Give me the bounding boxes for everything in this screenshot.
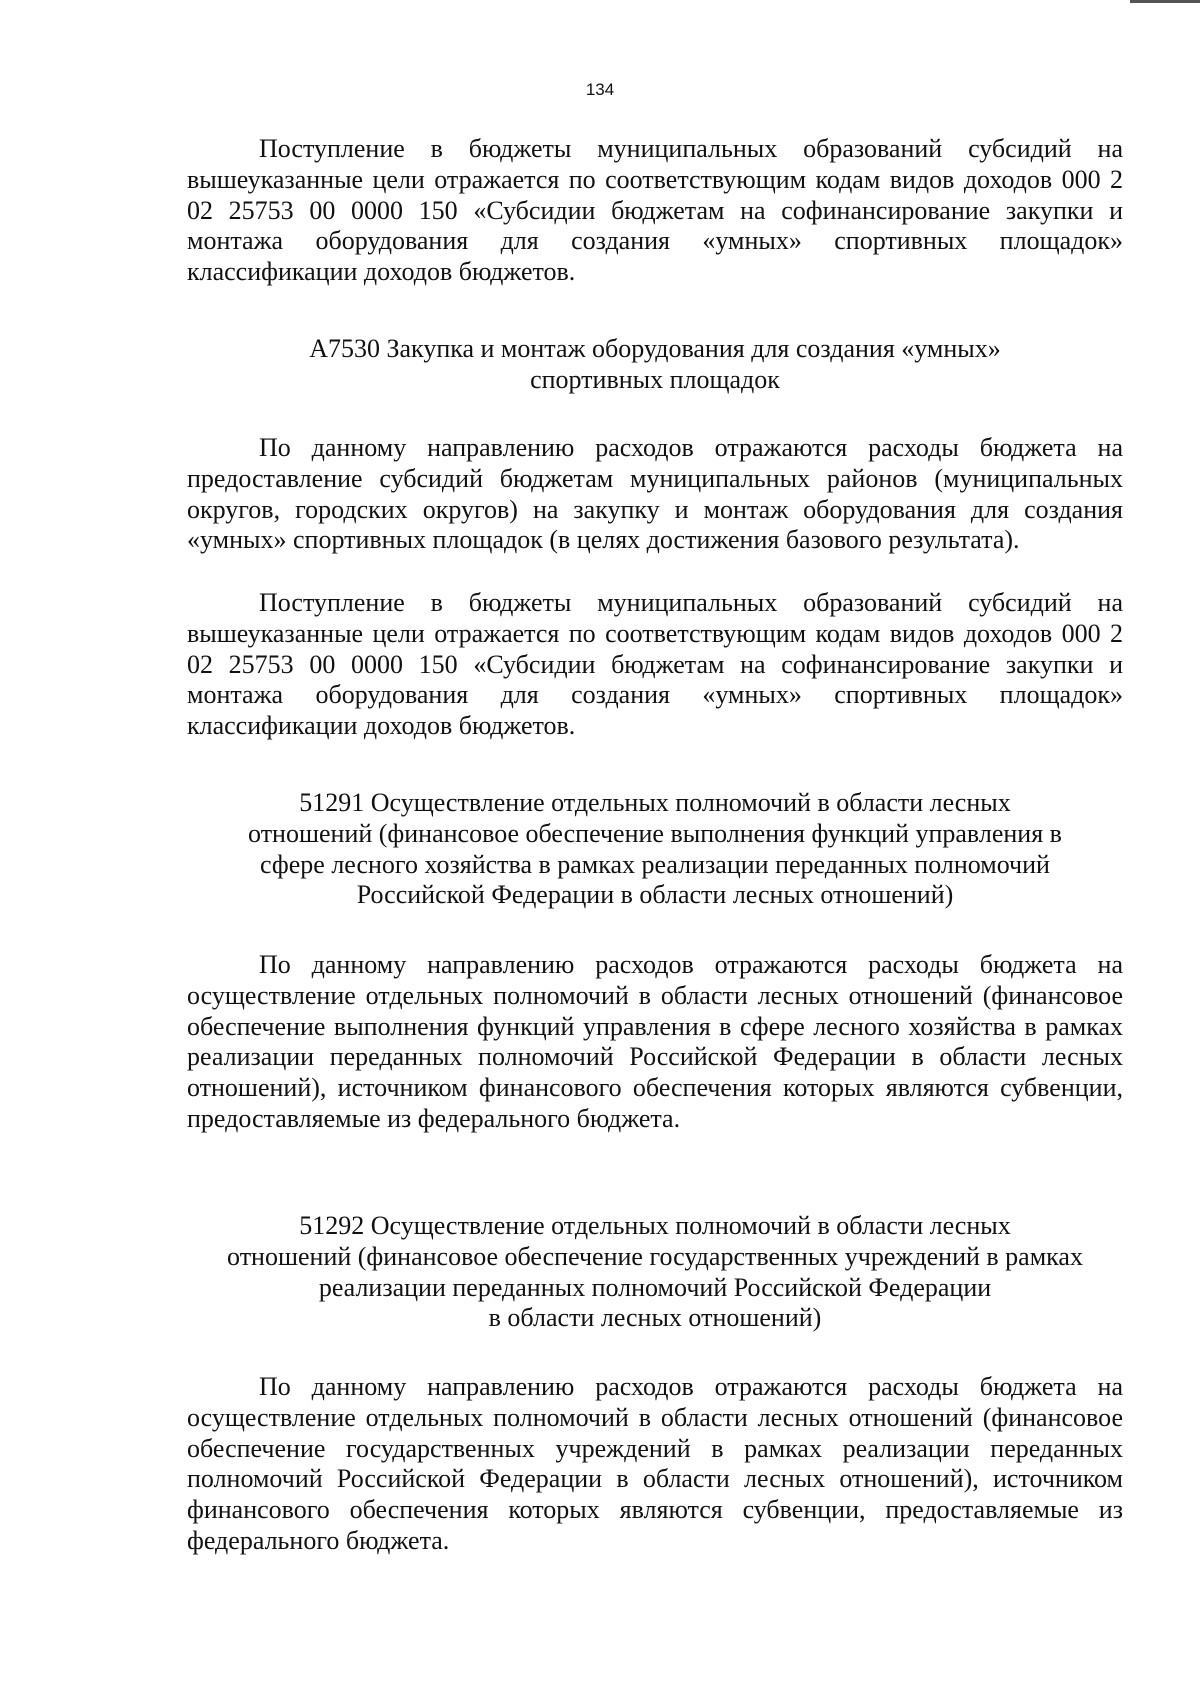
page-number: 134 <box>585 80 615 99</box>
paragraph-text: Поступление в бюджеты муниципальных образований субсидий на вышеуказанные цели отражается по соответствующим кодам видов доходов 000 2 02 25753 00 0000 150 «Субсидии бюджетам на софинансирование закупки и монтажа оборудования для создания «умных» спортивных площадок» классификации доходов бюджетов. <box>187 588 1123 741</box>
paragraph-text: Поступление в бюджеты муниципальных образований субсидий на вышеуказанные цели отражается по соответствующим кодам видов доходов 000 2 02 25753 00 0000 150 «Субсидии бюджетам на софинансирование закупки и монтажа оборудования для создания «умных» спортивных площадок» классификации доходов бюджетов. <box>187 134 1123 287</box>
heading-line: отношений (финансовое обеспечение выполнения функций управления в <box>248 818 1062 848</box>
paragraph-expenditure-a7530 <box>187 433 1123 556</box>
heading-line: сфере лесного хозяйства в рамках реализации переданных полномочий <box>260 849 1050 879</box>
paragraph-text: По данному направлению расходов отражаются расходы бюджета на предоставление субсидий бюджетам муниципальных районов (муниципальных округов, городских округов) на закупку и монтаж оборудования для создания «умных» спортивных площадок (в целях достижения базового результата). <box>187 433 1123 555</box>
heading-line: А7530 Закупка и монтаж оборудования для создания «умных» <box>309 334 1001 363</box>
paragraph-text: По данному направлению расходов отражаются расходы бюджета на осуществление отдельных полномочий в области лесных отношений (финансовое обеспечение выполнения функций управления в сфере лесного хозяйства в рамках реализации переданных полномочий Российской Федерации в области лесных отношений), источником финансового обеспечения которых являются субвенции, предоставляемые из федерального бюджета. <box>187 950 1123 1133</box>
heading-line: спортивных площадок <box>530 364 780 394</box>
paragraph-expenditure-51291 <box>187 950 1123 1135</box>
heading-line: 51292 Осуществление отдельных полномочий в области лесных <box>299 1211 1011 1240</box>
paragraph-expenditure-51292 <box>187 1372 1123 1557</box>
heading-line: 51291 Осуществление отдельных полномочий в области лесных <box>299 788 1011 817</box>
section-heading-51291 <box>187 788 1123 911</box>
heading-line: реализации переданных полномочий Российской Федерации <box>318 1272 992 1302</box>
section-heading-51292 <box>187 1211 1123 1334</box>
paragraph-income-receipt-2 <box>187 588 1123 742</box>
paragraph-income-receipt-1 <box>187 134 1123 288</box>
heading-line: отношений (финансовое обеспечение государственных учреждений в рамках <box>227 1241 1083 1271</box>
scan-edge-mark <box>1130 0 1200 3</box>
section-heading-a7530 <box>187 334 1123 396</box>
paragraph-text: По данному направлению расходов отражаются расходы бюджета на осуществление отдельных полномочий в области лесных отношений (финансовое обеспечение государственных учреждений в рамках реализации переданных полномочий Российской Федерации в области лесных отношений), источником финансового обеспечения которых являются субвенции, предоставляемые из федерального бюджета. <box>187 1372 1123 1555</box>
heading-line: в области лесных отношений) <box>488 1303 822 1333</box>
heading-line: Российской Федерации в области лесных отношений) <box>356 880 954 910</box>
